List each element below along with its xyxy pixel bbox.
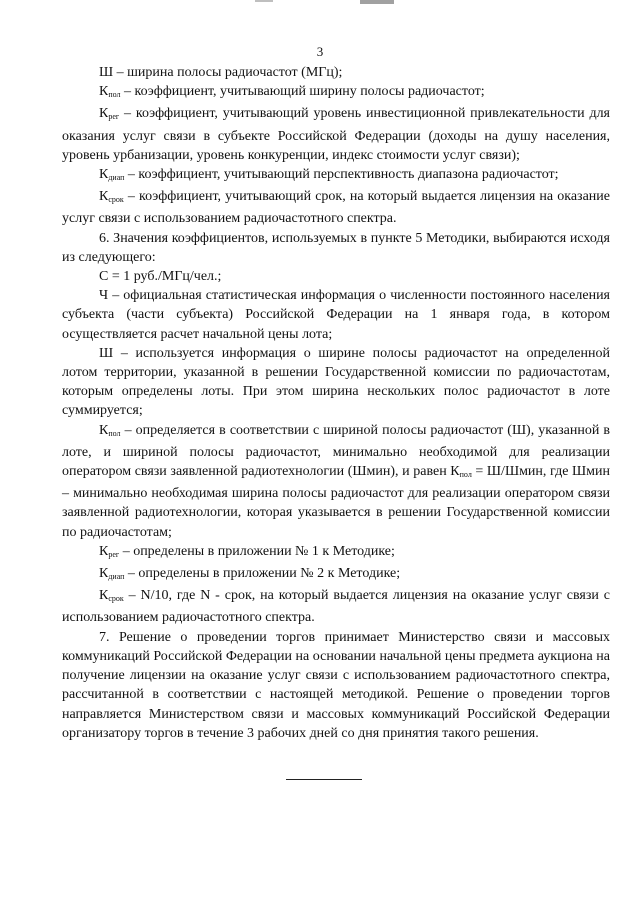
coef-letter: К — [99, 422, 109, 438]
page-number: 3 — [316, 44, 324, 59]
para-text: – определены в приложении № 2 к Методике; — [124, 566, 401, 582]
paragraph-k-reg-def — [62, 104, 610, 165]
document-body — [62, 63, 610, 743]
paragraph-population — [62, 286, 610, 344]
coef-subscript: диап — [108, 572, 125, 582]
para-text: Ш – ширина полосы радиочастот (МГц); — [99, 65, 343, 80]
paragraph-k-diap-def — [62, 165, 610, 187]
paragraph-k-reg-rule — [62, 542, 610, 564]
paragraph-k-pol-rule — [62, 421, 610, 542]
paragraph-k-srok-def — [62, 187, 610, 228]
para-text: – коэффициент, учитывающий ширину полосы радиочастот; — [120, 84, 485, 100]
paragraph-item-7 — [62, 628, 610, 743]
para-text: – определяется в соответствии с шириной полосы радиочастот (Ш), указанной в лоте, и шириной полосы радиочастот, минимально необходимой для реализации оператором связи заявленной радиотехнологии (Шмин), и равен К — [62, 422, 610, 480]
paragraph-bandwidth-def — [62, 63, 610, 82]
para-text: – определены в приложении № 1 к Методике; — [119, 543, 395, 559]
coef-letter: К — [99, 588, 109, 604]
coef-letter: К — [99, 566, 109, 582]
scan-artifact — [360, 0, 394, 4]
para-text: = Ш/Шмин, где Шмин – минимально необходимая ширина полосы радиочастот для реализации оператором связи заявленной радиотехнологии, которая указывается в решении Государственной комиссии по радиочастотам; — [62, 464, 610, 540]
coef-letter: К — [99, 189, 109, 205]
para-text: – N/10, где N - срок, на который выдается лицензия на оказание услуг связи с использованием радиочастотного спектра. — [62, 588, 610, 626]
para-text: – коэффициент, учитывающий перспективность диапазона радиочастот; — [124, 167, 559, 183]
para-text: 7. Решение о проведении торгов принимает Министерство связи и массовых коммуникаций Российской Федерации на основании начальной цены предмета аукциона на получение лицензии на оказание услуг связи с использованием радиочастотного спектра, рассчитанной в соответствии с настоящей методикой. Решение о проведении торгов направляется Министерством связи и массовых коммуникаций Российской Федерации организатору торгов в течение 3 рабочих дней со дня принятия такого решения. — [62, 629, 610, 741]
coef-subscript: срок — [108, 594, 124, 604]
coef-letter: К — [99, 543, 109, 559]
coef-subscript: пол — [108, 428, 121, 438]
coef-subscript: пол — [459, 470, 472, 480]
coef-subscript: пол — [108, 90, 121, 100]
end-separator-line — [286, 779, 362, 780]
coef-letter: К — [99, 106, 109, 122]
para-text: – коэффициент, учитывающий уровень инвестиционной привлекательности для оказания услуг связи в субъекте Российской Федерации (доходы на душу населения, уровень урбанизации, уровень конкуренции, индекс стоимости услуг связи); — [62, 106, 610, 163]
paragraph-c-value — [62, 267, 610, 286]
coef-subscript: рег — [108, 112, 120, 122]
para-text: С = 1 руб./МГц/чел.; — [99, 269, 222, 285]
coef-subscript: диап — [108, 173, 125, 183]
para-text: 6. Значения коэффициентов, используемых в пункте 5 Методики, выбираются исходя из следующего: — [62, 230, 610, 265]
paragraph-k-srok-rule — [62, 586, 610, 627]
coef-subscript: рег — [108, 549, 120, 559]
paragraph-k-diap-rule — [62, 564, 610, 586]
coef-letter: К — [99, 84, 109, 100]
para-text: – коэффициент, учитывающий срок, на который выдается лицензия на оказание услуг связи с использованием радиочастотного спектра. — [62, 189, 610, 227]
coef-subscript: срок — [108, 195, 124, 205]
para-text: Ш – используется информация о ширине полосы радиочастот на определенной лотом территории, указанной в решении Государственной комиссии по радиочастотам, которым определены лоты. При этом ширина нескольких полос радиочастот в лоте суммируется; — [62, 345, 610, 419]
paragraph-item-6 — [62, 229, 610, 267]
coef-letter: К — [99, 167, 109, 183]
paragraph-bandwidth-info — [62, 344, 610, 421]
paragraph-k-pol-def — [62, 82, 610, 104]
para-text: Ч – официальная статистическая информация о численности постоянного населения субъекта (части субъекта) Российской Федерации на 1 января года, в котором осуществляется расчет начальной цены лота; — [62, 288, 610, 342]
scan-artifact — [255, 0, 273, 2]
